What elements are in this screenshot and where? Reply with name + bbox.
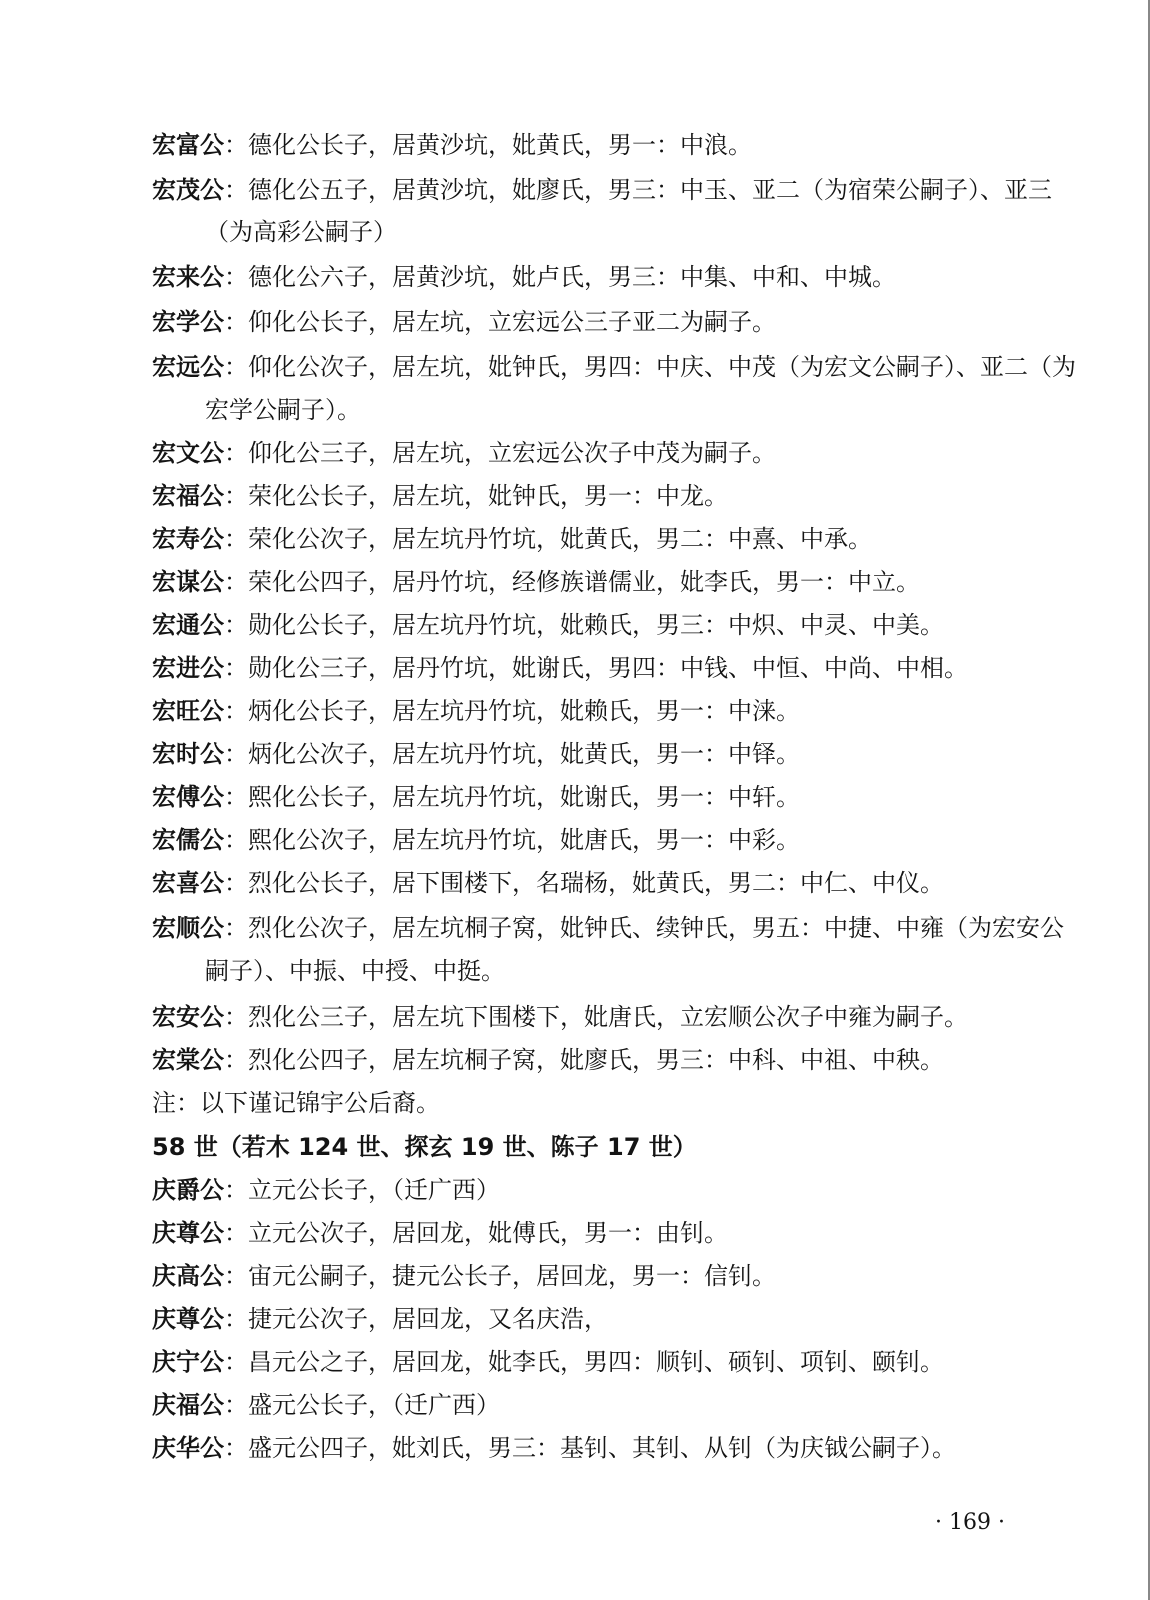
genealogy-entry	[152, 608, 944, 642]
entry-name: 庆宁公	[152, 1348, 224, 1376]
entry-name: 宏儒公	[152, 826, 224, 854]
entry-name: 宏谋公	[152, 568, 224, 596]
genealogy-entry	[152, 436, 776, 470]
genealogy-entry	[152, 173, 1052, 207]
genealogy-entry	[152, 1345, 944, 1379]
entry-name: 宏富公	[152, 131, 224, 159]
entry-text: ：仰化公长子，居左坑，立宏远公三子亚二为嗣子。	[224, 308, 776, 336]
entry-text: ：仰化公次子，居左坑，妣钟氏，男四：中庆、中茂（为宏文公嗣子）、亚二（为	[224, 353, 1076, 381]
entry-text: ：盛元公长子，（迁广西）	[224, 1391, 500, 1419]
entry-text: ：烈化公长子，居下围楼下，名瑞杨，妣黄氏，男二：中仁、中仪。	[224, 869, 944, 897]
genealogy-entry	[152, 780, 800, 814]
entry-text: ：熙化公次子，居左坑丹竹坑，妣唐氏，男一：中彩。	[224, 826, 800, 854]
entry-text: ：勋化公长子，居左坑丹竹坑，妣赖氏，男三：中炽、中灵、中美。	[224, 611, 944, 639]
entry-name: 宏茂公	[152, 176, 224, 204]
entry-name: 宏通公	[152, 611, 224, 639]
entry-name: 庆华公	[152, 1434, 224, 1462]
genealogy-entry	[152, 305, 776, 339]
genealogy-entry	[152, 737, 800, 771]
entry-name: 庆高公	[152, 1262, 224, 1290]
genealogy-entry	[152, 350, 1076, 384]
genealogy-entry	[152, 911, 1064, 945]
entry-name: 庆福公	[152, 1391, 224, 1419]
genealogy-entry	[152, 651, 968, 685]
entry-text: ：仰化公三子，居左坑，立宏远公次子中茂为嗣子。	[224, 439, 776, 467]
entry-text: ：立元公长子，（迁广西）	[224, 1176, 500, 1204]
entry-text: ：炳化公次子，居左坑丹竹坑，妣黄氏，男一：中铎。	[224, 740, 800, 768]
genealogy-entry	[152, 522, 872, 556]
genealogy-entry	[152, 1000, 968, 1034]
entry-name: 宏旺公	[152, 697, 224, 725]
entry-continuation: （为高彩公嗣子）	[205, 218, 397, 246]
entry-name: 宏远公	[152, 353, 224, 381]
entry-name: 宏喜公	[152, 869, 224, 897]
genealogy-entry	[152, 1173, 500, 1207]
entry-text: ：勋化公三子，居丹竹坑，妣谢氏，男四：中钱、中恒、中尚、中相。	[224, 654, 968, 682]
genealogy-entry	[152, 866, 944, 900]
entry-text: ：宙元公嗣子，捷元公长子，居回龙，男一：信钊。	[224, 1262, 776, 1290]
genealogy-entry	[152, 260, 896, 294]
entry-text: ：德化公五子，居黄沙坑，妣廖氏，男三：中玉、亚二（为宿荣公嗣子）、亚三	[224, 176, 1052, 204]
genealogy-entry	[152, 1043, 944, 1077]
entry-name: 宏棠公	[152, 1046, 224, 1074]
entry-name: 庆尊公	[152, 1219, 224, 1247]
entry-continuation: 嗣子）、中振、中授、中挺。	[205, 957, 505, 985]
entry-text: ：炳化公长子，居左坑丹竹坑，妣赖氏，男一：中涞。	[224, 697, 800, 725]
entry-text: ：烈化公四子，居左坑桐子窝，妣廖氏，男三：中科、中祖、中秧。	[224, 1046, 944, 1074]
entry-name: 宏安公	[152, 1003, 224, 1031]
entry-name: 宏寿公	[152, 525, 224, 553]
entry-name: 宏时公	[152, 740, 224, 768]
entry-name: 宏顺公	[152, 914, 224, 942]
page-number: · 169 ·	[935, 1510, 1005, 1535]
genealogy-entry	[152, 1388, 500, 1422]
genealogy-entry	[152, 1431, 956, 1465]
entry-name: 庆尊公	[152, 1305, 224, 1333]
genealogy-entry	[152, 128, 752, 162]
genealogy-entry	[152, 1302, 608, 1336]
entry-name: 宏福公	[152, 482, 224, 510]
entry-name: 宏学公	[152, 308, 224, 336]
entry-text: ：立元公次子，居回龙，妣傅氏，男一：由钊。	[224, 1219, 728, 1247]
entry-text: ：烈化公次子，居左坑桐子窝，妣钟氏、续钟氏，男五：中捷、中雍（为宏安公	[224, 914, 1064, 942]
genealogy-entry	[152, 479, 728, 513]
entry-text: ：德化公长子，居黄沙坑，妣黄氏，男一：中浪。	[224, 131, 752, 159]
genealogy-entry	[152, 694, 800, 728]
entry-text: ：烈化公三子，居左坑下围楼下，妣唐氏，立宏顺公次子中雍为嗣子。	[224, 1003, 968, 1031]
entry-text: ：盛元公四子，妣刘氏，男三：基钊、其钊、从钊（为庆钺公嗣子）。	[224, 1434, 956, 1462]
entry-name: 宏进公	[152, 654, 224, 682]
entry-name: 宏文公	[152, 439, 224, 467]
entry-text: ：昌元公之子，居回龙，妣李氏，男四：顺钊、硕钊、项钊、颐钊。	[224, 1348, 944, 1376]
entry-text: ：荣化公长子，居左坑，妣钟氏，男一：中龙。	[224, 482, 728, 510]
entry-name: 庆爵公	[152, 1176, 224, 1204]
genealogy-entry	[152, 565, 920, 599]
entry-continuation: 宏学公嗣子）。	[205, 396, 361, 424]
generation-heading: 58 世（若木 124 世、探玄 19 世、陈子 17 世）	[152, 1133, 697, 1161]
entry-text: ：熙化公长子，居左坑丹竹坑，妣谢氏，男一：中轩。	[224, 783, 800, 811]
entry-text: ：捷元公次子，居回龙，又名庆浩，	[224, 1305, 608, 1333]
entry-name: 宏傅公	[152, 783, 224, 811]
genealogy-entry	[152, 1216, 728, 1250]
genealogy-entry	[152, 823, 800, 857]
entry-name: 宏来公	[152, 263, 224, 291]
entry-text: ：荣化公四子，居丹竹坑，经修族谱儒业，妣李氏，男一：中立。	[224, 568, 920, 596]
entry-text: ：荣化公次子，居左坑丹竹坑，妣黄氏，男二：中熹、中承。	[224, 525, 872, 553]
entry-text: ：德化公六子，居黄沙坑，妣卢氏，男三：中集、中和、中城。	[224, 263, 896, 291]
genealogy-entry	[152, 1259, 776, 1293]
note-text: 注：以下谨记锦宇公后裔。	[152, 1089, 440, 1117]
